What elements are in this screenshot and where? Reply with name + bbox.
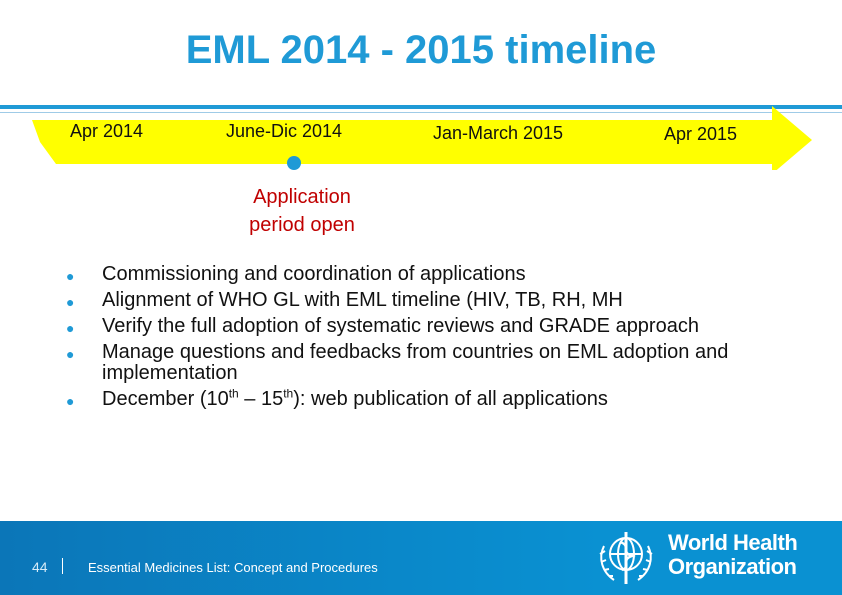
bullet-text: Commissioning and coordination of applications — [102, 263, 526, 285]
bullet-text: Manage questions and feedbacks from countries on EML adoption and implementation — [102, 341, 729, 384]
who-emblem-icon — [590, 524, 662, 592]
bullet-dot-icon: ● — [66, 268, 75, 284]
who-name — [668, 531, 838, 579]
bullet-text: Alignment of WHO GL with EML timeline (HIV, TB, RH, MH — [102, 289, 623, 311]
page-separator — [62, 558, 63, 574]
bullet-text-pre: December (10 — [102, 388, 229, 410]
footer-title: Essential Medicines List: Concept and Procedures — [88, 560, 378, 575]
bullet-list — [58, 264, 798, 415]
timeline-label-apr-2015: Apr 2015 — [664, 124, 738, 144]
bullet-dot-icon: ● — [66, 346, 75, 362]
page-number: 44 — [32, 559, 48, 575]
who-name-line2: Organization — [668, 554, 797, 579]
timeline-label-jan-march-2015: Jan-March 2015 — [433, 123, 564, 143]
bullet-dot-icon: ● — [66, 320, 75, 336]
bullet-sup: th — [228, 386, 239, 401]
bullet-item — [58, 264, 798, 285]
application-period-note: Application period open — [249, 186, 355, 236]
bullet-text-mid: – 15 — [238, 388, 284, 410]
footer-gradient — [0, 521, 600, 595]
bullet-sup: th — [283, 386, 294, 401]
who-name-line1: World Health — [668, 530, 798, 555]
bullet-item — [58, 342, 798, 384]
timeline-label-june-dic-2014: June-Dic 2014 — [226, 121, 343, 141]
slide-title: EML 2014 - 2015 timeline — [185, 28, 657, 72]
footer-bar — [0, 521, 842, 595]
bullet-dot-icon: ● — [66, 294, 75, 310]
timeline-label-apr-2014: Apr 2014 — [70, 121, 144, 141]
milestone-dot — [287, 156, 301, 170]
bullet-text: Verify the full adoption of systematic reviews and GRADE approach — [102, 315, 699, 337]
bullet-text-post: ): web publication of all applications — [293, 388, 608, 410]
bullet-item — [58, 316, 798, 337]
bullet-item — [58, 386, 798, 410]
bullet-item — [58, 290, 798, 311]
bullet-dot-icon: ● — [66, 393, 75, 409]
